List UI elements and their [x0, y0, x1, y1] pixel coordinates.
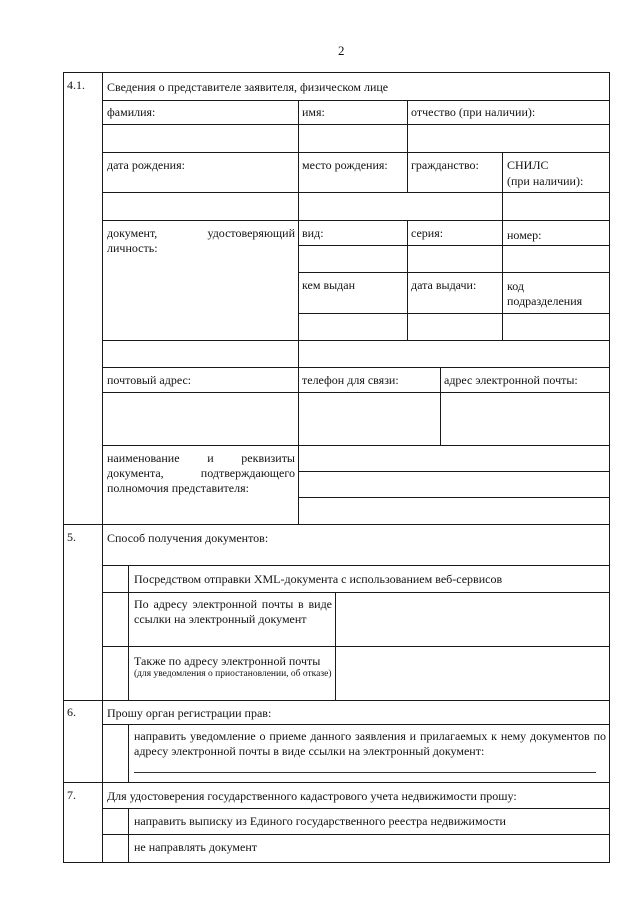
id-series-label: серия: — [411, 226, 444, 240]
email-label: адрес электронной почты: — [444, 373, 578, 387]
checkbox-xml-delivery[interactable] — [103, 566, 128, 592]
authority-document-field-2[interactable] — [299, 472, 609, 497]
section-5-title: Способ получения документов: — [107, 531, 269, 545]
issued-by-label: кем выдан — [302, 278, 356, 292]
section-7-title: Для удостоверения государственного кадастрового учета недвижимости прошу: — [107, 789, 517, 803]
id-kind-field[interactable] — [299, 246, 407, 272]
phone-label: телефон для связи: — [302, 373, 399, 387]
section-number-7: 7. — [67, 788, 76, 802]
email-link-address-field[interactable] — [336, 593, 609, 646]
section-number-4-1: 4.1. — [67, 78, 85, 92]
birth-date-label: дата рождения: — [107, 158, 185, 172]
issue-date-field[interactable] — [408, 314, 502, 340]
option-notify: направить уведомление о приеме данного заявления и прилагаемых к нему документов по адресу электронной почты в виде ссылки на электронный документ: — [134, 729, 606, 758]
page-number: 2 — [338, 43, 345, 58]
postal-address-field[interactable] — [103, 393, 298, 445]
checkbox-notify[interactable] — [103, 725, 128, 782]
id-number-field[interactable] — [503, 246, 609, 272]
option-xml-delivery: Посредством отправки XML-документа с использованием веб-сервисов — [134, 572, 503, 586]
name-field[interactable] — [299, 125, 407, 152]
snils-label: СНИЛС — [507, 158, 549, 172]
option-send-extract: направить выписку из Единого государственного реестра недвижимости — [134, 814, 506, 828]
option-email-link: По адресу электронной почты в виде ссылки на электронный документ — [134, 597, 332, 626]
email-underline — [134, 772, 596, 773]
id-document-extra-field[interactable] — [299, 341, 609, 367]
patronymic-label: отчество (при наличии): — [411, 105, 536, 119]
email-field[interactable] — [441, 393, 609, 445]
citizenship-field[interactable] — [408, 193, 502, 220]
section-4-1-title: Сведения о представителе заявителя, физическом лице — [107, 80, 389, 94]
checkbox-also-email[interactable] — [103, 647, 128, 700]
patronymic-field[interactable] — [408, 125, 609, 152]
checkbox-send-extract[interactable] — [103, 809, 128, 834]
id-document-label: документ, удостоверяющий личность: — [107, 226, 295, 255]
authority-document-label: наименование и реквизиты документа, подтверждающего полномочия представителя: — [107, 451, 295, 495]
dept-code-field[interactable] — [503, 314, 609, 340]
section-number-5: 5. — [67, 530, 76, 544]
id-series-field[interactable] — [408, 246, 502, 272]
frame-left — [63, 72, 64, 862]
section-number-6: 6. — [67, 705, 76, 719]
birth-place-field[interactable] — [299, 193, 407, 220]
option-also-email-note: (для уведомления о приостановлении, об отказе) — [134, 669, 332, 679]
surname-label: фамилия: — [107, 105, 156, 119]
issue-date-label: дата выдачи: — [411, 278, 477, 292]
citizenship-label: гражданство: — [411, 158, 479, 172]
authority-document-field-1[interactable] — [299, 446, 609, 471]
option-no-send: не направлять документ — [134, 840, 258, 854]
also-email-address-field[interactable] — [336, 647, 609, 700]
birth-date-field[interactable] — [103, 193, 298, 220]
checkbox-no-send[interactable] — [103, 835, 128, 862]
birth-place-label: место рождения: — [302, 158, 388, 172]
snils-optional-label: (при наличии): — [507, 174, 584, 188]
dept-code-label: код — [507, 279, 524, 293]
snils-field[interactable] — [503, 193, 609, 220]
notify-email-field[interactable] — [134, 758, 596, 772]
id-document-field[interactable] — [103, 341, 298, 367]
name-label: имя: — [302, 105, 325, 119]
authority-document-field-3[interactable] — [299, 498, 609, 524]
surname-field[interactable] — [103, 125, 298, 152]
checkbox-email-link[interactable] — [103, 593, 128, 646]
dept-code-label-2: подразделения — [507, 294, 583, 308]
issued-by-field[interactable] — [299, 314, 407, 340]
frame-right — [609, 72, 610, 862]
phone-field[interactable] — [299, 393, 440, 445]
id-kind-label: вид: — [302, 226, 324, 240]
option-also-email: Также по адресу электронной почты — [134, 654, 321, 668]
postal-address-label: почтовый адрес: — [107, 373, 192, 387]
id-number-label: номер: — [507, 228, 542, 242]
section-6-title: Прошу орган регистрации прав: — [107, 706, 272, 720]
